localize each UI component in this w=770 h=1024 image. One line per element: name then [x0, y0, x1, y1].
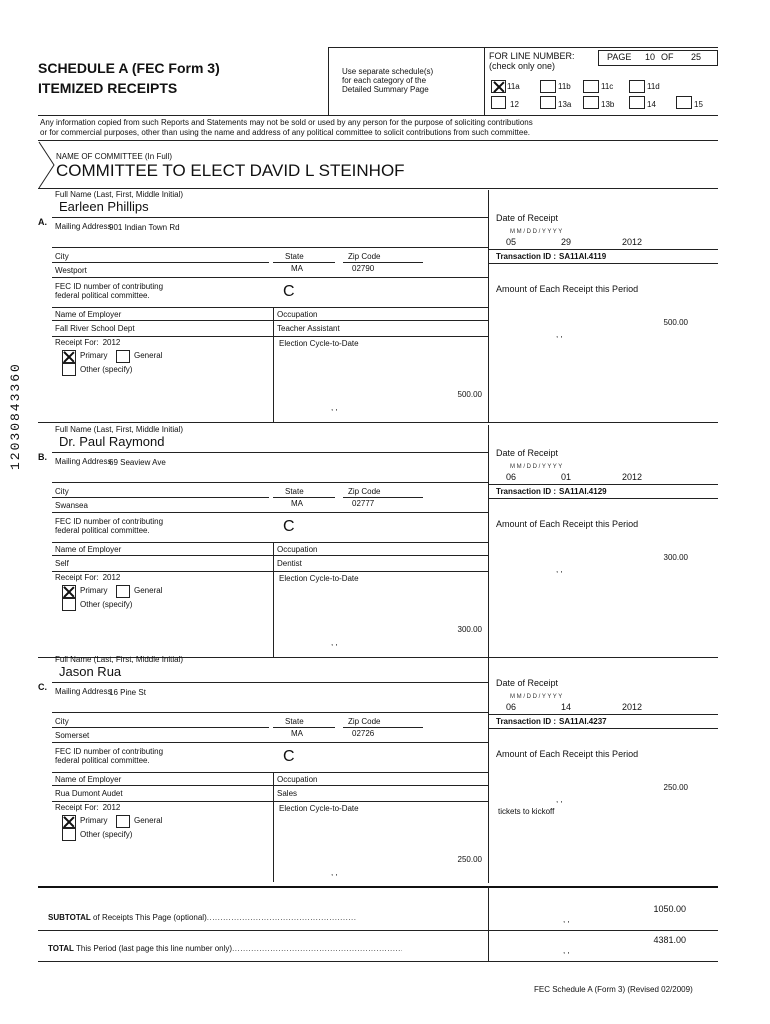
zip-label: Zip Code	[348, 717, 381, 726]
receipt-for-label: Receipt For:	[55, 803, 99, 812]
amount-separators: , ,	[556, 330, 563, 339]
amount-label: Amount of Each Receipt this Period	[496, 749, 639, 759]
line-13b-checkbox[interactable]	[583, 96, 599, 109]
contributor-name: Earleen Phillips	[59, 199, 149, 214]
date-day: 01	[561, 472, 572, 482]
checkmark-icon	[62, 351, 76, 363]
state-value: MA	[291, 264, 303, 273]
city-value: Westport	[55, 266, 87, 275]
line-11d-label: 11d	[647, 82, 660, 91]
page-of-label: OF	[661, 52, 674, 62]
other-label: Other (specify)	[80, 600, 133, 609]
mailing-address: 16 Pine St	[109, 688, 146, 697]
amount-label: Amount of Each Receipt this Period	[496, 284, 639, 294]
zip-label: Zip Code	[348, 252, 381, 261]
state-label: State	[285, 252, 304, 261]
date-of-receipt-label: Date of Receipt	[496, 678, 559, 688]
general-checkbox[interactable]	[116, 350, 130, 363]
receipt-for-label: Receipt For:	[55, 573, 99, 582]
notice-line-1: Any information copied from such Reports and Statements may not be sold or used by any person for the purpose of soliciting contributions	[40, 118, 533, 127]
fec-id-label-1: FEC ID number of contributing	[55, 747, 164, 756]
zip-label: Zip Code	[348, 487, 381, 496]
line-13a-checkbox[interactable]	[540, 96, 556, 109]
receipt-year: 2012	[102, 573, 121, 582]
total-label: TOTAL	[48, 944, 74, 953]
amount-label: Amount of Each Receipt this Period	[496, 519, 639, 529]
mailing-address: 69 Seaview Ave	[109, 458, 166, 467]
check-one-label: (check only one)	[489, 61, 556, 71]
transaction-id-row	[496, 717, 607, 727]
fec-id-label-1: FEC ID number of contributing	[55, 517, 164, 526]
entry-letter: A.	[38, 217, 47, 227]
date-day: 29	[561, 237, 572, 247]
fec-id-label-2: federal political committee.	[55, 526, 150, 535]
state-value: MA	[291, 729, 303, 738]
schedule-subtitle: ITEMIZED RECEIPTS	[38, 80, 178, 96]
occupation-value: Dentist	[277, 559, 302, 568]
subtotal-value: 1050.00	[653, 904, 686, 914]
full-name-label: Full Name (Last, First, Middle Initial)	[55, 425, 184, 434]
receipt-for-row	[55, 803, 120, 813]
other-checkbox[interactable]	[62, 598, 76, 611]
line-14-label: 14	[647, 100, 656, 109]
other-checkbox[interactable]	[62, 363, 76, 376]
form-footer: FEC Schedule A (Form 3) (Revised 02/2009)	[534, 985, 693, 994]
memo-text: tickets to kickoff	[498, 807, 555, 816]
subtotal-label: SUBTOTAL	[48, 913, 91, 922]
date-month: 06	[506, 702, 517, 712]
amount-value: 300.00	[663, 553, 688, 562]
instruction-line-1: Use separate schedule(s)	[342, 67, 434, 76]
line-11c-checkbox[interactable]	[583, 80, 599, 93]
line-15-checkbox[interactable]	[676, 96, 692, 109]
date-year: 2012	[622, 237, 643, 247]
employer-label: Name of Employer	[55, 775, 122, 784]
employer-value: Fall River School Dept	[55, 324, 135, 333]
employer-label: Name of Employer	[55, 545, 122, 554]
instruction-line-2: for each category of the	[342, 76, 427, 85]
full-name-label: Full Name (Last, First, Middle Initial)	[55, 655, 184, 664]
amount-value: 500.00	[663, 318, 688, 327]
city-label: City	[55, 487, 69, 496]
primary-label: Primary	[80, 586, 108, 595]
total-separators: , ,	[563, 946, 570, 955]
amount-separators: , ,	[556, 795, 563, 804]
receipt-year: 2012	[102, 803, 121, 812]
election-cycle-value: 500.00	[457, 390, 482, 399]
line-12-label: 12	[510, 100, 519, 109]
cycle-separators: , ,	[331, 403, 338, 412]
election-cycle-label: Election Cycle-to-Date	[279, 804, 359, 813]
zip-value: 02777	[352, 499, 375, 508]
cycle-separators: , ,	[331, 638, 338, 647]
election-cycle-label: Election Cycle-to-Date	[279, 574, 359, 583]
subtotal-separators: , ,	[563, 915, 570, 924]
date-year: 2012	[622, 702, 643, 712]
employer-value: Self	[55, 559, 69, 568]
transaction-id-value: SA11AI.4119	[559, 252, 607, 261]
committee-name-label: NAME OF COMMITTEE (In Full)	[56, 152, 172, 161]
mailing-address-label: Mailing Address	[55, 687, 112, 696]
date-month: 06	[506, 472, 517, 482]
fec-id-label-1: FEC ID number of contributing	[55, 282, 164, 291]
line-number-label: FOR LINE NUMBER:	[489, 51, 575, 61]
zip-value: 02726	[352, 729, 375, 738]
date-of-receipt-label: Date of Receipt	[496, 213, 559, 223]
occupation-label: Occupation	[277, 545, 318, 554]
receipt-for-row	[55, 573, 120, 583]
transaction-id-label: Transaction ID :	[496, 252, 557, 261]
primary-checkbox[interactable]	[62, 815, 76, 828]
occupation-label: Occupation	[277, 310, 318, 319]
other-checkbox[interactable]	[62, 828, 76, 841]
subtotal-row	[48, 913, 486, 923]
transaction-id-label: Transaction ID :	[496, 487, 557, 496]
entry-letter: C.	[38, 682, 47, 692]
date-year: 2012	[622, 472, 643, 482]
date-of-receipt-label: Date of Receipt	[496, 448, 559, 458]
employer-label: Name of Employer	[55, 310, 122, 319]
cycle-separators: , ,	[331, 868, 338, 877]
line-11c-label: 11c	[601, 82, 614, 91]
election-cycle-label: Election Cycle-to-Date	[279, 339, 359, 348]
employer-value: Rua Dumont Audet	[55, 789, 123, 798]
date-format-hint: M M / D D / Y Y Y Y	[510, 694, 563, 700]
notice-line-2: or for commercial purposes, other than using the name and address of any political committee to solicit contributions from such committee.	[40, 128, 531, 137]
contributor-name: Dr. Paul Raymond	[59, 434, 165, 449]
general-label: General	[134, 816, 163, 825]
primary-checkbox[interactable]	[62, 585, 76, 598]
page-current: 10	[645, 52, 656, 62]
primary-label: Primary	[80, 351, 108, 360]
transaction-id-value: SA11AI.4129	[559, 487, 607, 496]
line-11d-checkbox[interactable]	[629, 80, 645, 93]
election-cycle-value: 300.00	[457, 625, 482, 634]
date-format-hint: M M / D D / Y Y Y Y	[510, 229, 563, 235]
transaction-id-row	[496, 252, 606, 262]
state-label: State	[285, 487, 304, 496]
line-11b-label: 11b	[558, 82, 571, 91]
mailing-address-label: Mailing Address	[55, 222, 112, 231]
date-month: 05	[506, 237, 517, 247]
amount-separators: , ,	[556, 565, 563, 574]
subtotal-description: of Receipts This Page (optional)	[93, 913, 207, 922]
general-label: General	[134, 586, 163, 595]
city-label: City	[55, 252, 69, 261]
side-document-code: 12030843360	[8, 362, 23, 470]
receipt-for-row	[55, 338, 120, 348]
page-label: PAGE	[607, 52, 632, 62]
checkmark-icon	[62, 816, 76, 828]
total-value: 4381.00	[653, 935, 686, 945]
instruction-line-3: Detailed Summary Page	[342, 85, 429, 94]
fec-id-value: C	[283, 283, 295, 300]
line-12-checkbox[interactable]	[491, 96, 506, 109]
line-11a-checkbox[interactable]	[491, 80, 506, 93]
transaction-id-row	[496, 487, 607, 497]
other-label: Other (specify)	[80, 830, 133, 839]
state-value: MA	[291, 499, 303, 508]
page-total: 25	[691, 52, 702, 62]
fec-id-value: C	[283, 518, 295, 535]
city-value: Swansea	[55, 501, 88, 510]
line-15-label: 15	[694, 100, 703, 109]
general-checkbox[interactable]	[116, 815, 130, 828]
date-day: 14	[561, 702, 572, 712]
date-format-hint: M M / D D / Y Y Y Y	[510, 464, 563, 470]
general-checkbox[interactable]	[116, 585, 130, 598]
election-cycle-value: 250.00	[457, 855, 482, 864]
occupation-label: Occupation	[277, 775, 318, 784]
other-label: Other (specify)	[80, 365, 133, 374]
page-number-box	[598, 50, 718, 66]
transaction-id-value: SA11AI.4237	[559, 717, 607, 726]
line-11a-label: 11a	[507, 82, 520, 91]
occupation-value: Sales	[277, 789, 298, 798]
schedule-title: SCHEDULE A (FEC Form 3)	[38, 60, 220, 76]
primary-label: Primary	[80, 816, 108, 825]
total-description: This Period (last page this line number only)	[76, 944, 233, 953]
line-14-checkbox[interactable]	[629, 96, 645, 109]
fec-id-label-2: federal political committee.	[55, 756, 150, 765]
mailing-address: 901 Indian Town Rd	[109, 223, 180, 232]
committee-arrow-icon	[38, 141, 56, 189]
line-11b-checkbox[interactable]	[540, 80, 556, 93]
full-name-label: Full Name (Last, First, Middle Initial)	[55, 190, 184, 199]
city-value: Somerset	[55, 731, 90, 740]
mailing-address-label: Mailing Address	[55, 457, 112, 466]
city-label: City	[55, 717, 69, 726]
line-13a-label: 13a	[558, 100, 572, 109]
line-13b-label: 13b	[601, 100, 615, 109]
total-row	[48, 944, 486, 954]
occupation-value: Teacher Assistant	[277, 324, 340, 333]
contributor-name: Jason Rua	[59, 664, 122, 679]
checkmark-icon	[492, 81, 506, 93]
primary-checkbox[interactable]	[62, 350, 76, 363]
entry-letter: B.	[38, 452, 47, 462]
transaction-id-label: Transaction ID :	[496, 717, 557, 726]
checkmark-icon	[62, 586, 76, 598]
state-label: State	[285, 717, 304, 726]
fec-id-label-2: federal political committee.	[55, 291, 150, 300]
general-label: General	[134, 351, 163, 360]
receipt-for-label: Receipt For:	[55, 338, 99, 347]
committee-name: COMMITTEE TO ELECT DAVID L STEINHOF	[56, 161, 405, 180]
fec-id-value: C	[283, 748, 295, 765]
amount-value: 250.00	[663, 783, 688, 792]
receipt-year: 2012	[102, 338, 121, 347]
zip-value: 02790	[352, 264, 375, 273]
